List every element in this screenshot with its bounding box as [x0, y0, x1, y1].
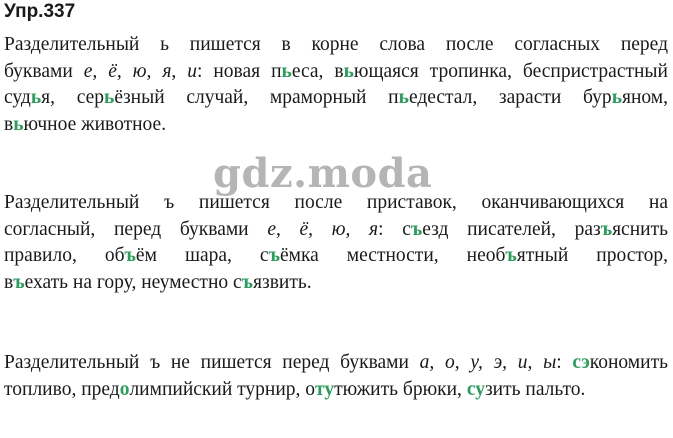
highlighted-letter: ъ — [505, 245, 517, 266]
letters-list: а, о, у, э, и, ы — [419, 352, 557, 373]
text-segment: едестал, зарасти бур — [408, 87, 612, 108]
text-line — [4, 190, 668, 217]
text-line — [4, 350, 668, 377]
paragraph-hard-sign — [4, 190, 668, 296]
highlighted-letter: о — [119, 378, 130, 400]
text-line — [4, 217, 668, 244]
highlighted-letter: ь — [611, 87, 622, 108]
text-segment: согласный, перед буквами — [4, 218, 268, 240]
text-segment: в — [4, 271, 14, 293]
text-segment: яном, — [622, 87, 668, 108]
highlighted-letter: ъ — [600, 218, 613, 240]
paragraph-soft-sign — [4, 32, 668, 138]
text-segment: ёмка местности, необ — [279, 245, 506, 266]
text-segment: еса, в — [291, 60, 344, 82]
text-segment: пишется после приставок, оканчивающихся на — [174, 192, 668, 213]
text-line — [4, 112, 668, 139]
text-segment: я, сер — [41, 87, 104, 108]
highlighted-letter: ь — [398, 87, 409, 108]
text-segment: в — [4, 113, 14, 135]
text-segment: ём шара, с — [135, 245, 269, 266]
text-segment: ючное животное. — [23, 113, 167, 135]
text-line — [4, 59, 668, 86]
text-segment: : — [556, 352, 573, 373]
highlighted-letter: су — [466, 378, 485, 400]
text-segment: Разделительный — [4, 352, 151, 373]
text-segment: тюжить брюки, — [334, 378, 467, 400]
text-segment: буквами — [4, 60, 84, 82]
text-segment: кономить — [589, 352, 668, 373]
hard-sign-letter: ъ — [150, 352, 161, 373]
highlighted-letter: ту — [315, 378, 335, 400]
text-segment: язвить. — [253, 271, 312, 293]
exercise-title: Упр.337 — [4, 1, 76, 22]
text-line — [4, 32, 668, 59]
text-line — [4, 85, 668, 112]
hard-sign-letter: ъ — [164, 192, 175, 213]
text-segment: суд — [4, 87, 31, 108]
text-segment: : с — [378, 218, 411, 240]
highlighted-letter: ь — [30, 87, 42, 108]
text-segment: зить пальто. — [484, 378, 586, 400]
text-segment: топливо, пред — [4, 378, 120, 400]
text-line — [4, 270, 668, 297]
text-segment: Разделительный ь пишется в корне слова после согласных перед — [4, 34, 668, 55]
text-line — [4, 377, 668, 404]
highlighted-letter: ь — [104, 87, 115, 108]
letters-list: е, ё, ю, я, и — [83, 60, 197, 82]
highlighted-letter: ъ — [124, 245, 136, 266]
text-segment: правило, об — [4, 245, 125, 266]
text-segment: : новая п — [196, 60, 282, 82]
site-watermark: gdz.moda — [213, 150, 433, 197]
highlighted-letter: ь — [343, 60, 354, 82]
text-segment: ющаяся тропинка, беспристрастный — [353, 60, 668, 82]
highlighted-letter: ъ — [13, 271, 25, 293]
highlighted-letter: ъ — [410, 218, 423, 240]
text-segment: ятный простор, — [516, 245, 669, 266]
highlighted-letter: ь — [281, 60, 292, 82]
text-segment: езд писателей, раз — [422, 218, 601, 240]
text-segment: не пишется перед буквами — [160, 352, 420, 373]
letters-list: е, ё, ю, я — [267, 218, 379, 240]
text-segment: лимпийский турнир, о — [129, 378, 316, 400]
text-segment: яснить — [612, 218, 668, 240]
text-segment: Разделительный — [4, 192, 165, 213]
text-line — [4, 243, 668, 270]
highlighted-letter: ъ — [268, 245, 280, 266]
highlighted-letter: ь — [13, 113, 24, 135]
text-segment: ёзный случай, мраморный п — [114, 87, 399, 108]
text-segment: ехать на гору, неуместно с — [24, 271, 242, 293]
paragraph-no-hard-sign — [4, 350, 668, 403]
highlighted-letter: сэ — [572, 352, 590, 373]
highlighted-letter: ъ — [241, 271, 254, 293]
